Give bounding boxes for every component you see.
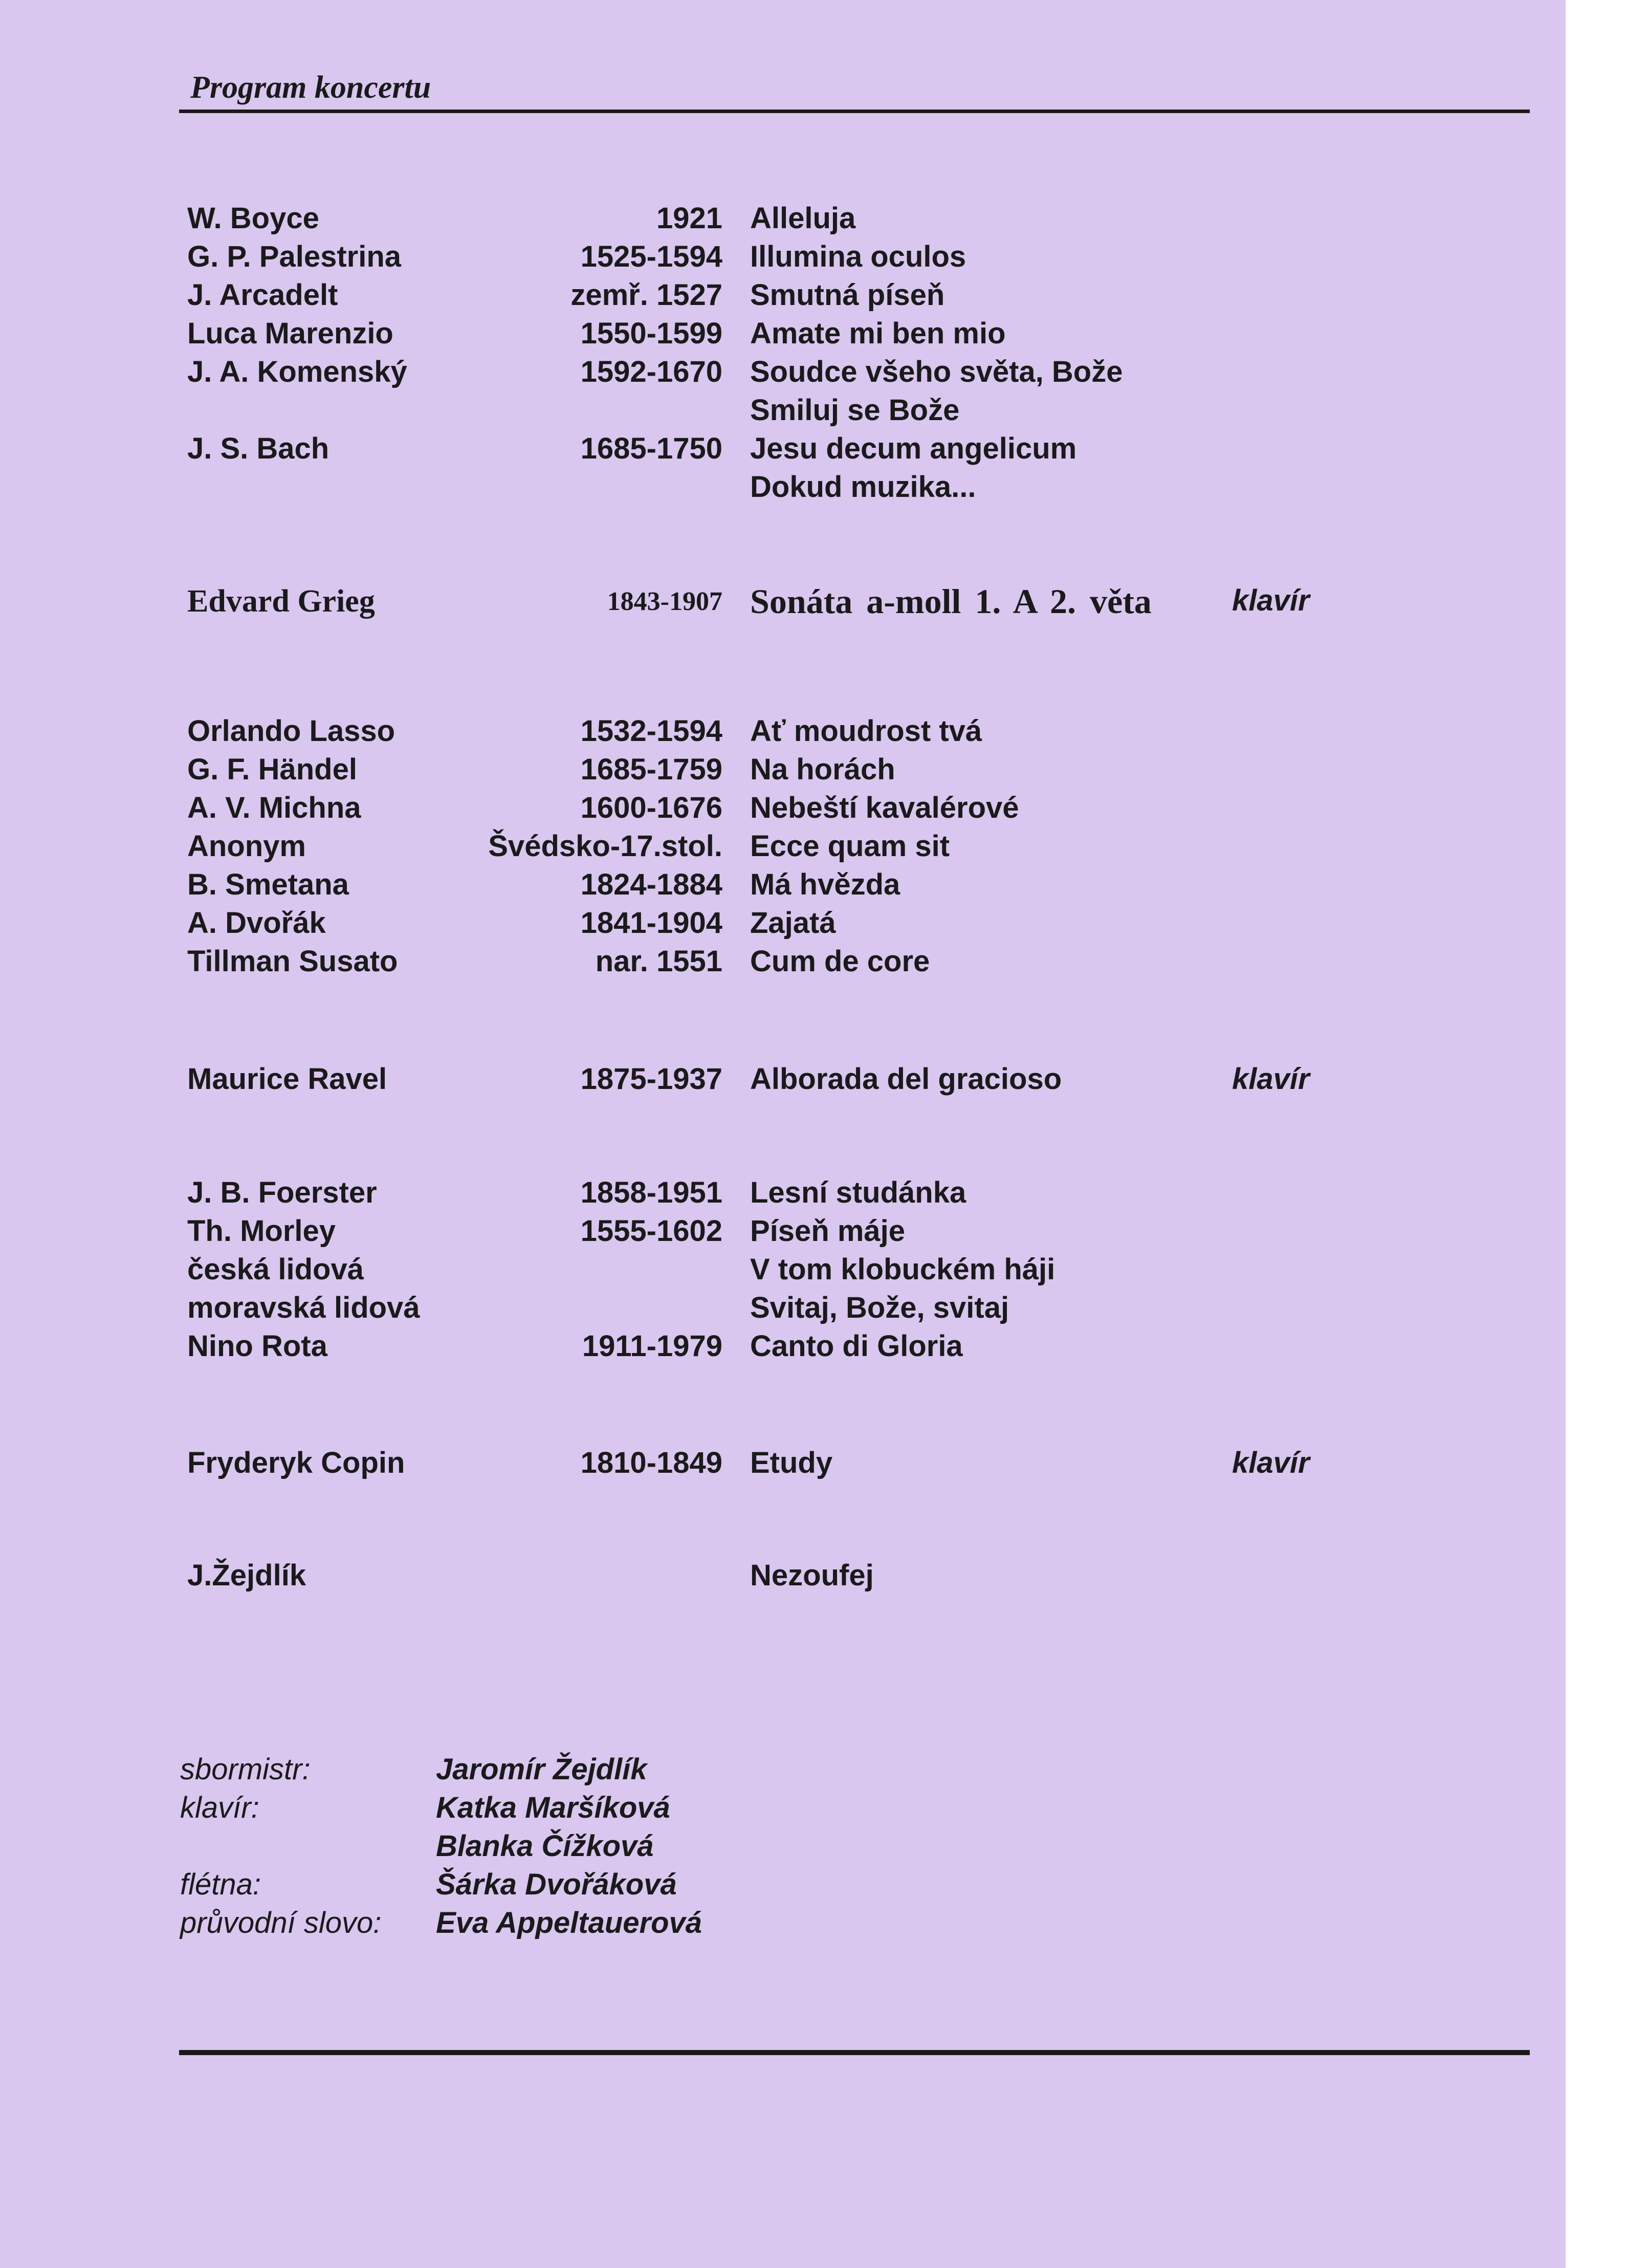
piece-title: Alborada del gracioso xyxy=(750,1062,1062,1096)
instrument: klavír xyxy=(1232,1446,1310,1479)
credit-name: Eva Appeltauerová xyxy=(436,1906,702,1939)
composer: A. Dvořák xyxy=(187,906,326,940)
composer: česká lidová xyxy=(187,1253,364,1286)
years: 1592-1670 xyxy=(580,355,722,388)
piece-title: Soudce všeho světa, Bože xyxy=(750,355,1123,388)
instrument: klavír xyxy=(1232,1062,1310,1096)
piece-title: Canto di Gloria xyxy=(750,1329,963,1363)
years: 1685-1750 xyxy=(580,432,722,465)
composer: Nino Rota xyxy=(187,1329,327,1363)
piece-title: Dokud muzika... xyxy=(750,470,976,504)
years: 1532-1594 xyxy=(580,714,722,748)
piece-title: Píseň máje xyxy=(750,1214,906,1248)
page-title: Program koncertu xyxy=(190,70,431,105)
piece-title: Na horách xyxy=(750,753,895,786)
years: 1525-1594 xyxy=(580,240,722,273)
piece-title: Ať moudrost tvá xyxy=(750,714,982,748)
piece-title: Cum de core xyxy=(750,945,930,978)
credit-label: klavír: xyxy=(180,1791,259,1824)
years: 1875-1937 xyxy=(580,1062,722,1096)
piece-title: Sonáta a-moll 1. A 2. věta xyxy=(750,582,1152,621)
header-rule xyxy=(179,110,1530,113)
piece-title: Etudy xyxy=(750,1446,833,1479)
credit-name: Šárka Dvořáková xyxy=(436,1868,677,1901)
years: Švédsko-17.stol. xyxy=(488,830,722,863)
years: 1600-1676 xyxy=(580,791,722,824)
composer: W. Boyce xyxy=(187,202,319,235)
instrument: klavír xyxy=(1232,584,1310,617)
piece-title: Zajatá xyxy=(750,906,836,940)
composer: G. F. Händel xyxy=(187,753,357,786)
composer: Fryderyk Copin xyxy=(187,1446,405,1479)
composer: Edvard Grieg xyxy=(187,584,375,619)
composer: J.Žejdlík xyxy=(187,1559,306,1592)
credit-label: průvodní slovo: xyxy=(180,1906,382,1939)
piece-title: Smutná píseň xyxy=(750,278,945,312)
years: nar. 1551 xyxy=(595,945,722,978)
composer: Orlando Lasso xyxy=(187,714,395,748)
piece-title: Svitaj, Bože, svitaj xyxy=(750,1291,1009,1324)
piece-title: Jesu decum angelicum xyxy=(750,432,1077,465)
years: 1921 xyxy=(656,202,722,235)
years: 1858-1951 xyxy=(580,1176,722,1209)
years: 1841-1904 xyxy=(580,906,722,940)
years: 1824-1884 xyxy=(580,868,722,901)
composer: G. P. Palestrina xyxy=(187,240,402,273)
composer: A. V. Michna xyxy=(187,791,361,824)
credit-label: flétna: xyxy=(180,1868,261,1901)
years: 1555-1602 xyxy=(580,1214,722,1248)
footer-rule xyxy=(179,2050,1530,2055)
years: 1843-1907 xyxy=(607,587,722,616)
composer: J. S. Bach xyxy=(187,432,329,465)
composer: Th. Morley xyxy=(187,1214,336,1248)
composer: J. Arcadelt xyxy=(187,278,338,312)
composer: B. Smetana xyxy=(187,868,349,901)
credit-label: sbormistr: xyxy=(180,1753,311,1786)
piece-title: Smiluj se Bože xyxy=(750,394,960,427)
years: 1550-1599 xyxy=(580,317,722,350)
piece-title: Alleluja xyxy=(750,202,856,235)
years: zemř. 1527 xyxy=(570,278,722,312)
composer: Anonym xyxy=(187,830,306,863)
years: 1685-1759 xyxy=(580,753,722,786)
composer: J. A. Komenský xyxy=(187,355,407,388)
piece-title: Nebeští kavalérové xyxy=(750,791,1019,824)
piece-title: Ecce quam sit xyxy=(750,830,950,863)
piece-title: Má hvězda xyxy=(750,868,900,901)
piece-title: Lesní studánka xyxy=(750,1176,966,1209)
piece-title: V tom klobuckém háji xyxy=(750,1253,1056,1286)
composer: moravská lidová xyxy=(187,1291,420,1324)
years: 1911-1979 xyxy=(582,1329,722,1363)
composer: Maurice Ravel xyxy=(187,1062,387,1096)
composer: Tillman Susato xyxy=(187,945,398,978)
piece-title: Amate mi ben mio xyxy=(750,317,1006,350)
piece-title: Illumina oculos xyxy=(750,240,966,273)
years: 1810-1849 xyxy=(580,1446,722,1479)
composer: Luca Marenzio xyxy=(187,317,393,350)
credit-name: Katka Maršíková xyxy=(436,1791,670,1824)
composer: J. B. Foerster xyxy=(187,1176,377,1209)
credit-name: Blanka Čížková xyxy=(436,1829,654,1863)
credit-name: Jaromír Žejdlík xyxy=(436,1753,647,1786)
piece-title: Nezoufej xyxy=(750,1559,874,1592)
